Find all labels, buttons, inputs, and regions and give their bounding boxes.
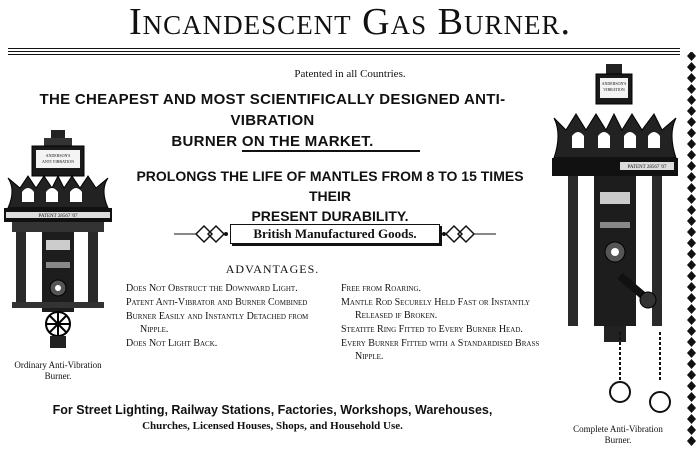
list-item: Burner Easily and Instantly Detached from Nipple. — [126, 311, 309, 335]
prolongs-text — [115, 166, 545, 226]
diamond-ornament — [687, 216, 696, 226]
advantages-heading: ADVANTAGES. — [225, 262, 320, 276]
list-item: Patent Anti-Vibrator and Burner Combined — [126, 297, 308, 308]
svg-text:VIBRATION: VIBRATION — [603, 87, 625, 92]
advantages-left-list — [126, 282, 331, 351]
caption-right-line-1: Complete Anti-Vibration — [573, 424, 663, 434]
diamond-ornament — [687, 194, 696, 204]
list-item: Does Not Obstruct the Downward Light. — [126, 283, 298, 294]
diamond-ornament — [687, 249, 696, 259]
diamond-ornament — [687, 62, 696, 72]
right-ornament-icon — [440, 222, 496, 246]
caption-right — [556, 424, 680, 446]
caption-left — [0, 360, 116, 382]
diamond-ornament — [687, 348, 696, 358]
svg-text:ANDERSON'S: ANDERSON'S — [601, 81, 627, 86]
list-item: Mantle Rod Securely Held Fast or Instantly Released if Broken. — [341, 297, 531, 321]
diamond-ornament — [687, 238, 696, 248]
list-item: Every Burner Fitted with a Standardised Brass Nipple. — [341, 338, 540, 362]
diamond-ornament — [687, 271, 696, 281]
ordinary-burner-illustration — [2, 128, 114, 360]
diamond-ornament — [687, 425, 696, 435]
prolongs-line-1: PROLONGS THE LIFE OF MANTLES FROM 8 TO 15 TIMES THEIR — [136, 168, 524, 204]
patented-text: Patented in all Countries. — [294, 68, 406, 80]
diamond-ornament — [687, 403, 696, 413]
plate-text: PATENT 28567 '07 — [627, 165, 667, 170]
diamond-ornament — [687, 370, 696, 380]
diamond-ornament — [687, 436, 696, 446]
diamond-ornament — [687, 172, 696, 182]
diamond-ornament — [687, 139, 696, 149]
diamond-ornament — [687, 161, 696, 171]
diamond-ornament — [687, 414, 696, 424]
page-title: Incandescent Gas Burner. — [129, 1, 571, 43]
list-item: Does Not Light Back. — [126, 338, 218, 349]
diamond-ornament — [687, 315, 696, 325]
svg-text:ANDERSON'S: ANDERSON'S — [45, 153, 71, 158]
diamond-ornament — [687, 106, 696, 116]
svg-text:ANTI VIBRATION: ANTI VIBRATION — [41, 159, 75, 164]
uses-line-2: Churches, Licensed Houses, Shops, and Household Use. — [142, 420, 403, 432]
diamond-ornament — [687, 183, 696, 193]
diamond-ornament — [687, 304, 696, 314]
diamond-ornament — [687, 282, 696, 292]
diamond-ornament — [687, 359, 696, 369]
divider — [8, 54, 680, 55]
diamond-ornament — [687, 381, 696, 391]
advantages-right-list — [341, 282, 546, 364]
diamond-ornament — [687, 128, 696, 138]
plate-text: PATENT 28567 '07 — [38, 214, 78, 219]
divider — [8, 48, 680, 49]
caption-left-line-2: Burner. — [44, 371, 72, 381]
diamond-ornament — [687, 95, 696, 105]
list-item: Free from Roaring. — [341, 283, 422, 294]
uses-line-1: For Street Lighting, Railway Stations, Factories, Workshops, Warehouses, — [52, 403, 493, 417]
diamond-border — [683, 52, 700, 450]
diamond-ornament — [687, 73, 696, 83]
diamond-ornament — [687, 392, 696, 402]
headline-line-1: THE CHEAPEST AND MOST SCIENTIFICALLY DESIGNED ANTI-VIBRATION — [39, 91, 506, 129]
prolongs-line-2: PRESENT DURABILITY. — [251, 208, 409, 224]
caption-left-line-1: Ordinary Anti-Vibration — [14, 360, 102, 370]
diamond-ornament — [687, 326, 696, 336]
diamond-ornament — [687, 293, 696, 303]
diamond-ornament — [687, 260, 696, 270]
divider — [8, 51, 680, 52]
diamond-ornament — [687, 337, 696, 347]
british-manufactured-box: British Manufactured Goods. — [230, 224, 440, 244]
complete-burner-illustration — [550, 62, 680, 422]
left-ornament-icon — [174, 222, 230, 246]
diamond-ornament — [687, 84, 696, 94]
diamond-ornament — [687, 117, 696, 127]
diamond-ornament — [687, 227, 696, 237]
diamond-ornament — [687, 150, 696, 160]
diamond-ornament — [687, 205, 696, 215]
divider — [242, 150, 420, 152]
list-item: Steatite Ring Fitted to Every Burner Head. — [341, 324, 523, 335]
caption-right-line-2: Burner. — [604, 435, 632, 445]
diamond-ornament — [687, 52, 696, 61]
headline-line-2: BURNER ON THE MARKET. — [171, 133, 374, 150]
